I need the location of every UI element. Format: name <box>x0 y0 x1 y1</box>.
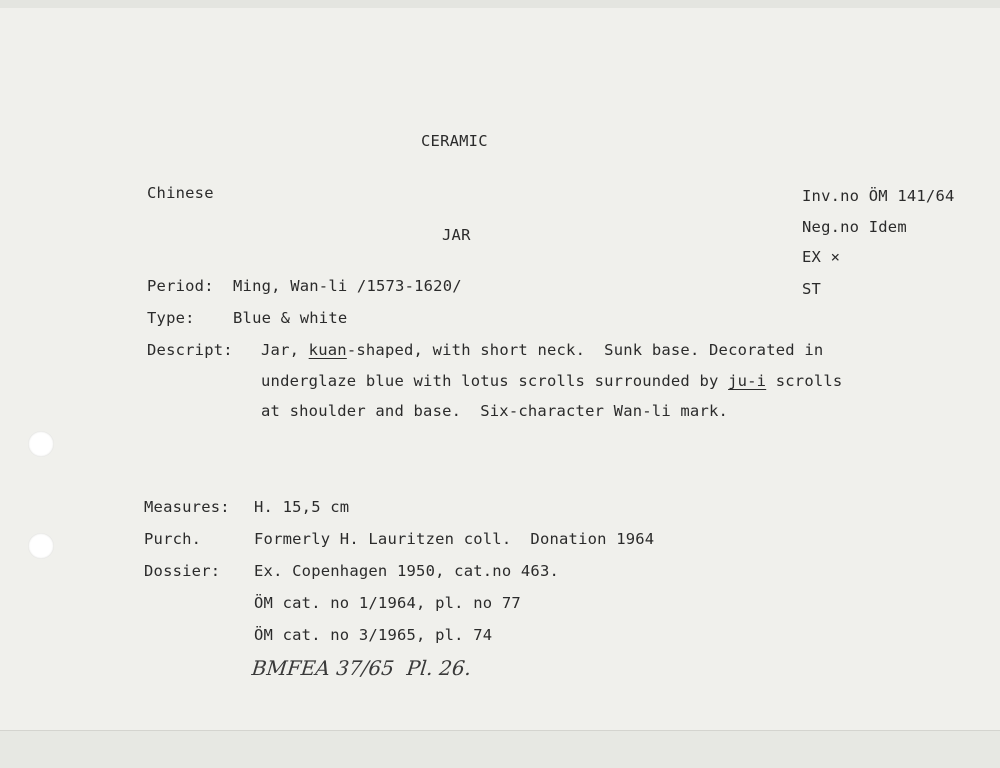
background-strip <box>0 731 1000 768</box>
description-label: Descript: <box>147 341 233 359</box>
underlined-term-kuan: kuan <box>308 341 347 359</box>
category-heading: CERAMIC <box>421 132 488 150</box>
description-line-2-end: scrolls <box>766 372 843 390</box>
description-line-3: at shoulder and base. Six-character Wan-li mark. <box>261 402 729 420</box>
description-line-1-start: Jar, <box>261 341 309 359</box>
dossier-line-2: ÖM cat. no 1/1964, pl. no 77 <box>254 594 521 612</box>
description-line-1 <box>261 343 823 359</box>
dossier-line-1: Ex. Copenhagen 1950, cat.no 463. <box>254 562 560 580</box>
dossier-line-3: ÖM cat. no 3/1965, pl. 74 <box>254 626 493 644</box>
inventory-number: Inv.no ÖM 141/64 <box>802 187 955 205</box>
measures-value: H. 15,5 cm <box>254 498 350 516</box>
dossier-label: Dossier: <box>144 562 221 580</box>
st-mark: ST <box>802 280 822 298</box>
handwritten-note: BMFEA 37/65 Pl. 26. <box>250 656 473 680</box>
description-line-2-start: underglaze blue with lotus scrolls surrounded by <box>261 372 729 390</box>
description-line-1-end: -shaped, with short neck. Sunk base. Decorated in <box>346 341 824 359</box>
purchase-value: Formerly H. Lauritzen coll. Donation 1964 <box>254 530 655 548</box>
type-label: Type: <box>147 309 195 327</box>
description-line-2 <box>261 374 842 390</box>
punch-hole-upper <box>28 431 54 457</box>
ex-mark: EX × <box>802 248 841 266</box>
period-value: Ming, Wan-li /1573-1620/ <box>233 277 462 295</box>
measures-label: Measures: <box>144 498 230 516</box>
purchase-label: Purch. <box>144 530 202 548</box>
origin-label: Chinese <box>147 184 214 202</box>
period-label: Period: <box>147 277 214 295</box>
type-value: Blue & white <box>233 309 348 327</box>
object-name: JAR <box>442 226 471 244</box>
underlined-term-ju-i: ju-i <box>728 372 767 390</box>
negative-number: Neg.no Idem <box>802 218 907 236</box>
punch-hole-lower <box>28 533 54 559</box>
catalog-card <box>0 8 1000 730</box>
